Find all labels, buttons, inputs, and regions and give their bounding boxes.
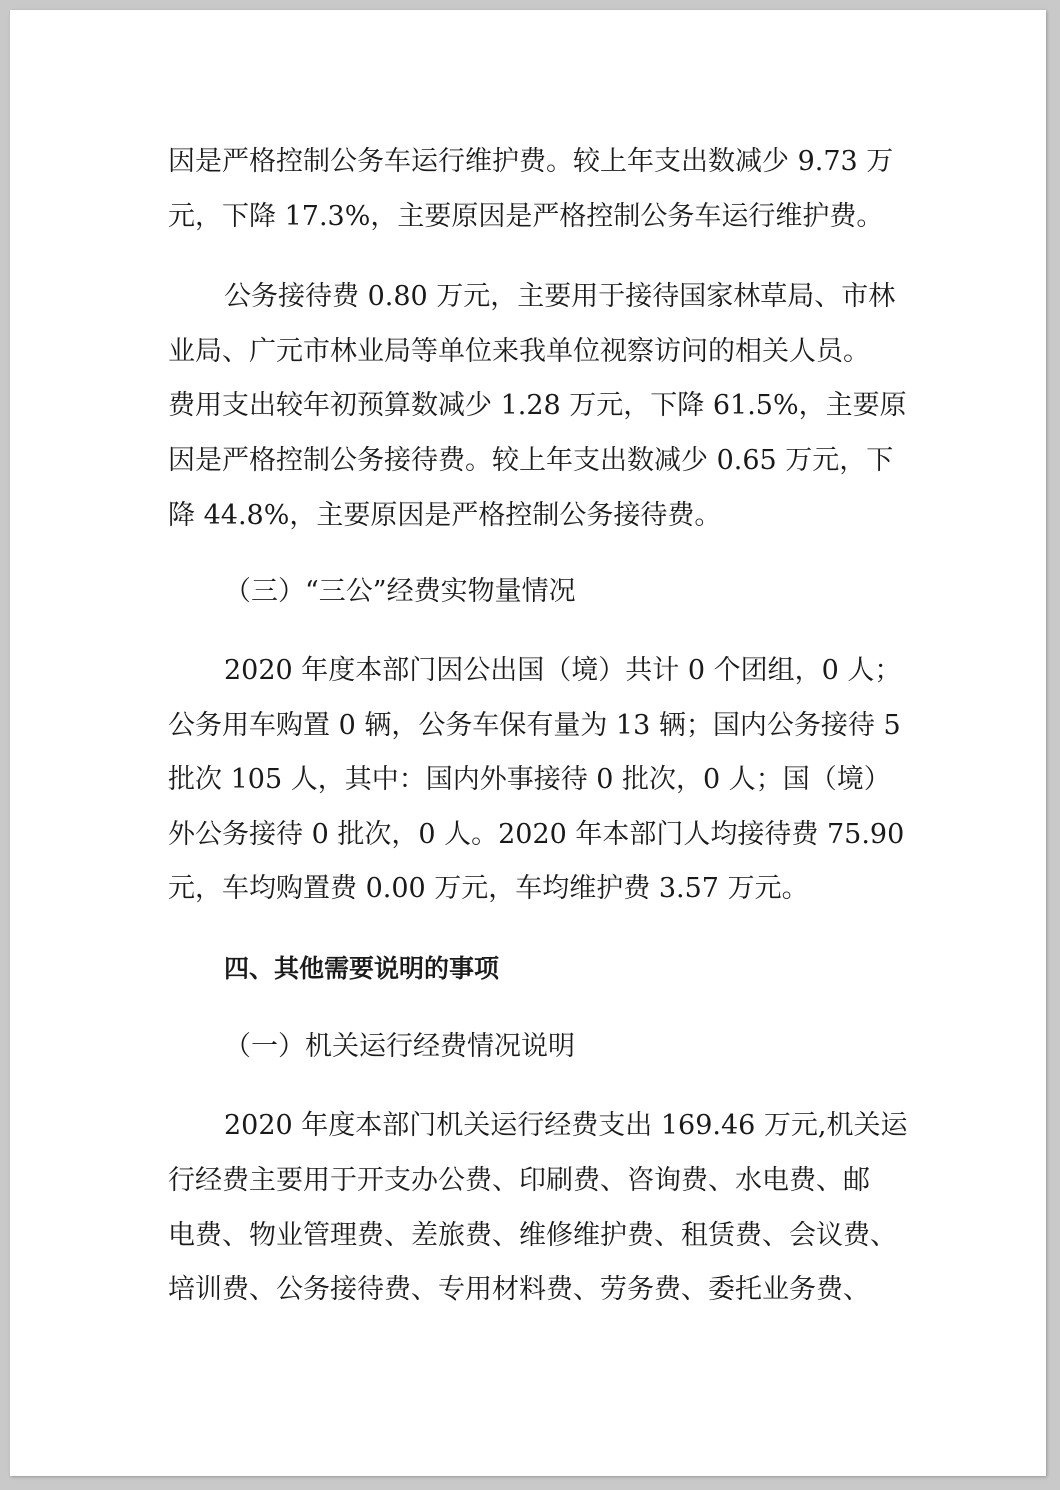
- paragraph-line: 培训费、公务接待费、专用材料费、劳务费、委托业务费、: [168, 1274, 870, 1305]
- paragraph-line: 外公务接待 0 批次，0 人。2020 年本部门人均接待费 75.90: [168, 819, 905, 850]
- paragraph-line: 批次 105 人，其中：国内外事接待 0 批次，0 人；国（境）: [168, 764, 891, 795]
- paragraph-line: 元，车均购置费 0.00 万元，车均维护费 3.57 万元。: [168, 873, 809, 904]
- paragraph-line: 2020 年度本部门因公出国（境）共计 0 个团组，0 人；: [224, 655, 902, 686]
- paragraph-line: 公务用车购置 0 辆，公务车保有量为 13 辆；国内公务接待 5: [168, 710, 901, 741]
- paragraph-line: 因是严格控制公务接待费。较上年支出数减少 0.65 万元，下: [168, 445, 894, 476]
- section-heading: （三）“三公”经费实物量情况: [224, 576, 576, 607]
- paragraph-line: 电费、物业管理费、差旅费、维修维护费、租赁费、会议费、: [168, 1220, 897, 1251]
- paragraph-line: 业局、广元市林业局等单位来我单位视察访问的相关人员。: [168, 336, 870, 367]
- paragraph-line: 费用支出较年初预算数减少 1.28 万元，下降 61.5%，主要原: [168, 390, 907, 421]
- chapter-heading: 四、其他需要说明的事项: [224, 954, 500, 983]
- paragraph-line: 降 44.8%，主要原因是严格控制公务接待费。: [168, 500, 722, 531]
- paragraph-line: 行经费主要用于开支办公费、印刷费、咨询费、水电费、邮: [168, 1165, 870, 1196]
- paragraph-line: 因是严格控制公务车运行维护费。较上年支出数减少 9.73 万: [168, 146, 894, 177]
- paragraph-line: 2020 年度本部门机关运行经费支出 169.46 万元,机关运: [224, 1110, 908, 1141]
- paragraph-line: 公务接待费 0.80 万元，主要用于接待国家林草局、市林: [224, 281, 896, 312]
- section-heading: （一）机关运行经费情况说明: [224, 1031, 575, 1062]
- paragraph-line: 元，下降 17.3%，主要原因是严格控制公务车运行维护费。: [168, 201, 884, 232]
